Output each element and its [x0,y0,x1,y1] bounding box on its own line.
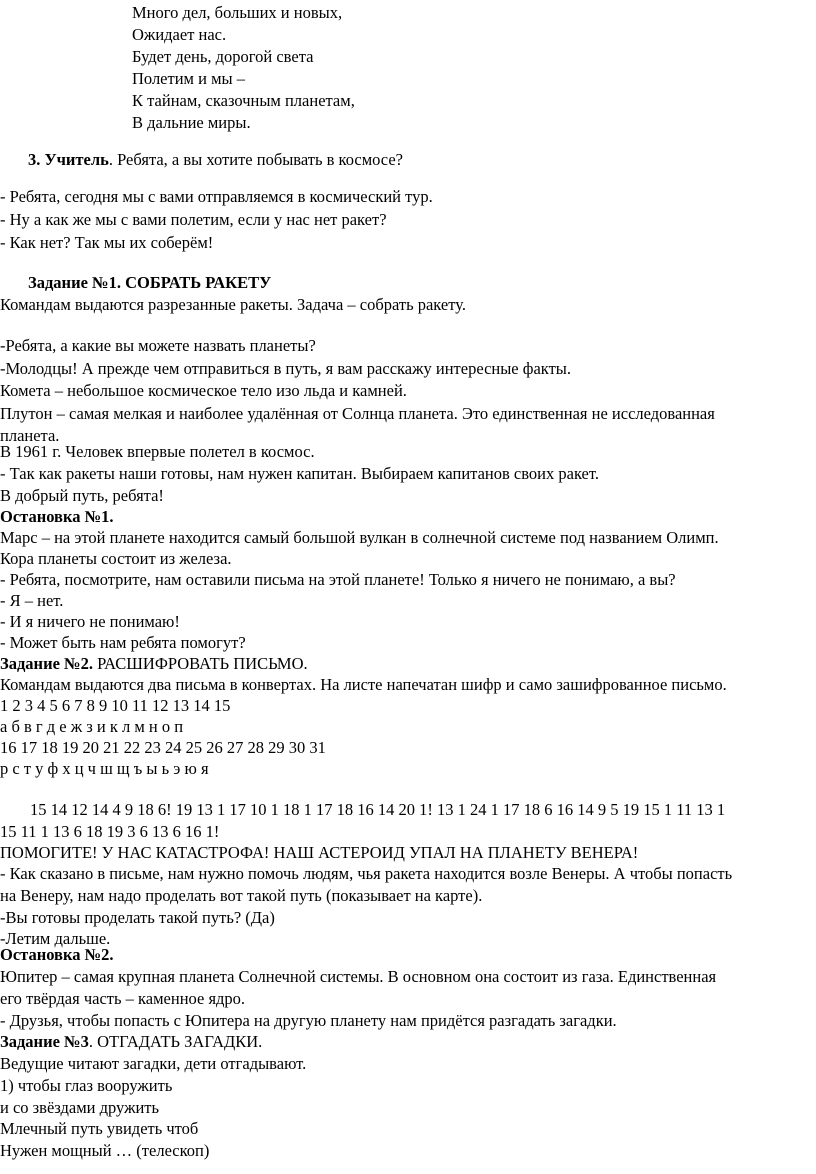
poem-line: Ожидает нас. [132,25,227,44]
cipher-message: 15 14 12 14 4 9 18 6! 19 13 1 17 10 1 18 1 17 18 16 14 20 1! 13 1 24 1 17 18 6 16 14 9 5 19 15 1 11 13 1 [30,800,726,819]
stop1-line: - И я ничего не понимаю! [0,612,180,631]
task2-after-line: -Вы готовы проделать такой путь? (Да) [0,908,275,927]
task3-title: . ОТГАДАТЬ ЗАГАДКИ. [88,1032,263,1051]
stop1-line: - Я – нет. [0,591,64,610]
task3-heading [0,1031,262,1053]
poem-line: Много дел, больших и новых, [132,3,343,22]
text-line: В добрый путь, ребята! [0,486,164,505]
task2-label: Задание №2. [0,654,93,673]
dialogue-line: - Ну а как же мы с вами полетим, если у нас нет ракет? [0,210,387,229]
task1-text: Командам выдаются разрезанные ракеты. Задача – собрать ракету. [0,295,466,314]
cipher-numbers-1: 1 2 3 4 5 6 7 8 9 10 11 12 13 14 15 [0,696,231,715]
stop1-line: - Ребята, посмотрите, нам оставили письма на этой планете! Только я ничего не понимаю, а вы? [0,570,676,589]
task3-label: Задание №3 [0,1032,89,1051]
stop2-line: - Друзья, чтобы попасть с Юпитера на другую планету нам придётся разгадать загадки. [0,1011,617,1030]
stop1-heading: Остановка №1. [0,507,114,526]
task2-after-line: на Венеру, нам надо проделать вот такой путь (показывает на карте). [0,886,483,905]
teacher-label: 3. Учитель [28,150,109,169]
stop1-line: Кора планеты состоит из железа. [0,549,232,568]
task2-heading [0,653,308,675]
riddle-line: и со звёздами дружить [0,1098,160,1117]
task2-after-line: - Как сказано в письме, нам нужно помочь людям, чья ракета находится возле Венеры. А чтобы попасть [0,864,733,883]
text-line: - Так как ракеты наши готовы, нам нужен капитан. Выбираем капитанов своих ракет. [0,464,599,483]
task2-line: Командам выдаются два письма в конвертах. На листе напечатан шифр и само зашифрованное письмо. [0,675,727,694]
stop1-line: - Может быть нам ребята помогут? [0,633,246,652]
text-line: -Молодцы! А прежде чем отправиться в путь, я вам расскажу интересные факты. [0,359,571,378]
cipher-letters-1: а б в г д е ж з и к л м н о п [0,717,184,736]
riddle-line: Нужен мощный … (телескоп) [0,1141,210,1160]
poem-line: В дальние миры. [132,113,251,132]
dialogue-line: - Как нет? Так мы их соберём! [0,233,214,252]
task1-heading: Задание №1. СОБРАТЬ РАКЕТУ [28,273,272,292]
poem-line: Будет день, дорогой света [132,47,314,66]
text-line: -Ребята, а какие вы можете назвать планеты? [0,336,316,355]
stop2-heading: Остановка №2. [0,945,114,964]
task2-after-line: -Летим дальше. [0,929,111,948]
poem-line: Полетим и мы – [132,69,245,88]
text-line: В 1961 г. Человек впервые полетел в космос. [0,442,315,461]
text-line: планета. [0,426,60,445]
cipher-numbers-2: 16 17 18 19 20 21 22 23 24 25 26 27 28 29 30 31 [0,738,326,757]
stop2-line: Юпитер – самая крупная планета Солнечной системы. В основном она состоит из газа. Единственная [0,967,717,986]
task2-title: РАСШИФРОВАТЬ ПИСЬМО. [92,654,308,673]
task3-line: Ведущие читают загадки, дети отгадывают. [0,1054,307,1073]
cipher-letters-2: р с т у ф х ц ч ш щ ъ ы ь э ю я [0,759,209,778]
stop2-line: его твёрдая часть – каменное ядро. [0,989,246,1008]
teacher-text: . Ребята, а вы хотите побывать в космосе? [108,150,403,169]
decoded-message: ПОМОГИТЕ! У НАС КАТАСТРОФА! НАШ АСТЕРОИД УПАЛ НА ПЛАНЕТУ ВЕНЕРА! [0,843,639,862]
dialogue-line: - Ребята, сегодня мы с вами отправляемся в космический тур. [0,187,433,206]
cipher-message: 15 11 1 13 6 18 19 3 6 13 6 16 1! [0,822,220,841]
stop1-line: Марс – на этой планете находится самый большой вулкан в солнечной системе под названием Олимп. [0,528,719,547]
text-line: Комета – небольшое космическое тело изо льда и камней. [0,381,407,400]
riddle-line: Млечный путь увидеть чтоб [0,1119,199,1138]
poem-line: К тайнам, сказочным планетам, [132,91,355,110]
riddle-line: 1) чтобы глаз вооружить [0,1076,173,1095]
teacher-line [28,149,403,171]
text-line: Плутон – самая мелкая и наиболее удалённая от Солнца планета. Это единственная не исследованная [0,404,715,423]
